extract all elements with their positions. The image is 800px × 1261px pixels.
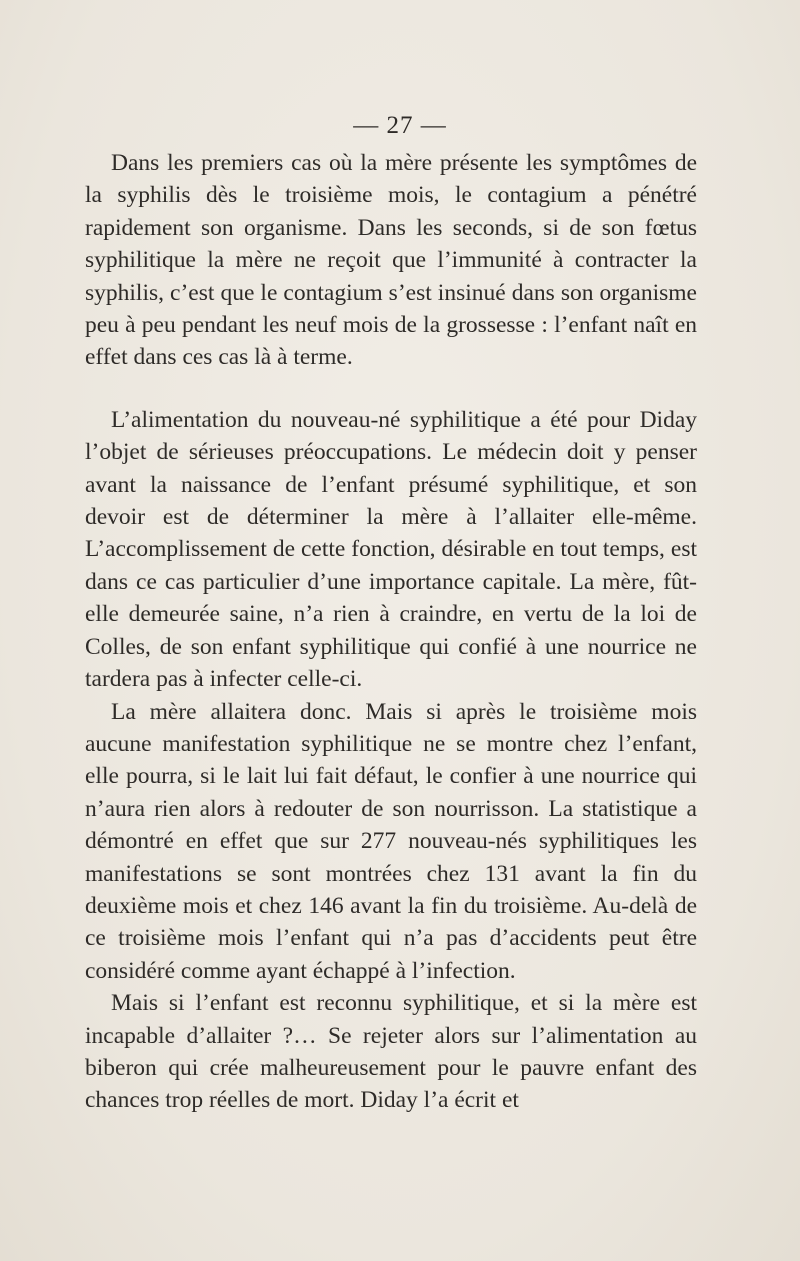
- paragraph-2: L’alimentation du nouveau-né syphilitique a été pour Diday l’objet de sérieuses préoccupations. Le médecin doit y penser avant la naissance de l’enfant présumé syphilitique, et son devoir est de déterminer la mère à l’allaiter elle-même. L’accomplissement de cette fonction, désirable en tout temps, est dans ce cas particulier d’une importance capitale. La mère, fût-elle demeurée saine, n’a rien à craindre, en vertu de la loi de Colles, de son enfant syphilitique qui confié à une nourrice ne tardera pas à infecter celle-ci.: [85, 406, 697, 693]
- paragraph-3: La mère allaitera donc. Mais si après le troisième mois aucune manifestation syphilitique ne se montre chez l’enfant, elle pourra, si le lait lui fait défaut, le confier à une nourrice qui n’aura rien alors à redouter de son nourrisson. La statistique a démontré en effet que sur 277 nouveau-nés syphilitiques les manifestations se sont montrées chez 131 avant la fin du deuxième mois et chez 146 avant la fin du troisième. Au-delà de ce troisième mois l’enfant qui n’a pas d’accidents peut être considéré comme ayant échappé à l’infection.: [85, 698, 697, 984]
- page-number: — 27 —: [353, 112, 447, 139]
- paragraph-4: Mais si l’enfant est reconnu syphilitique, et si la mère est incapable d’allaiter ?… Se rejeter alors sur l’alimentation au biberon qui crée malheureusement pour le pauvre enfant des chances trop réelles de mort. Diday l’a écrit et: [85, 990, 697, 1114]
- body-text: [85, 147, 697, 1117]
- paragraph-1: Dans les premiers cas où la mère présente les symptômes de la syphilis dès le troisième mois, le contagium a pénétré rapidement son organisme. Dans les seconds, si de son fœtus syphilitique la mère ne reçoit que l’immunité à contracter la syphilis, c’est que le contagium s’est insinué dans son organisme peu à peu pendant les neuf mois de la grossesse : l’enfant naît en effet dans ces cas là à terme.: [85, 150, 697, 371]
